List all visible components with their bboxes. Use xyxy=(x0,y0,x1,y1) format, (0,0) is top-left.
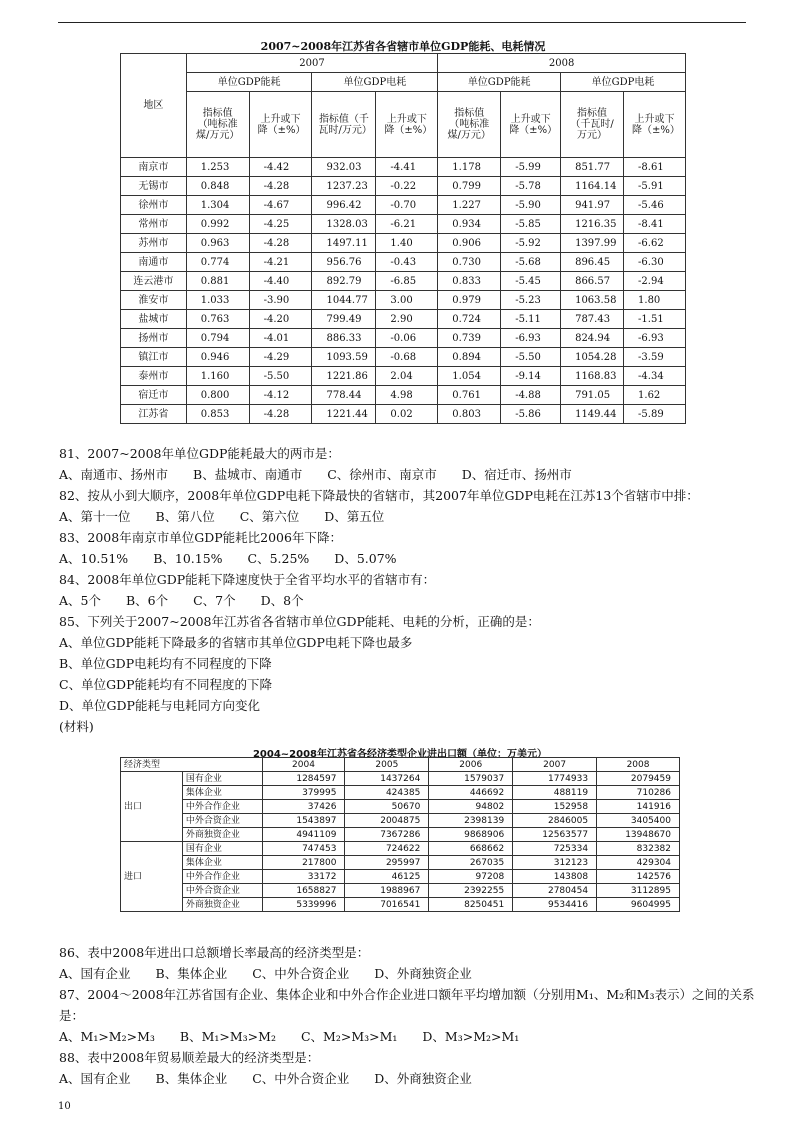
table-row xyxy=(121,158,686,177)
table-row xyxy=(121,800,680,814)
questions-81-85 xyxy=(59,443,749,737)
question-line: A、M₁>M₂>M₃ B、M₁>M₃>M₂ C、M₂>M₃>M₁ D、M₃>M₂>M₁ xyxy=(59,1029,520,1044)
value-cell: -5.90 xyxy=(501,196,561,215)
question-line: 81、2007~2008年单位GDP能耗最大的两市是： xyxy=(59,446,340,461)
table-row xyxy=(121,310,686,329)
value-cell: 2398139 xyxy=(429,814,513,828)
type-cell: 集体企业 xyxy=(182,856,262,870)
region-cell: 连云港市 xyxy=(121,272,187,291)
value-cell: 0.774 xyxy=(186,253,249,272)
value-cell: -4.12 xyxy=(249,386,312,405)
value-cell: -4.88 xyxy=(501,386,561,405)
type-cell: 集体企业 xyxy=(182,786,262,800)
power-group-2008: 单位GDP电耗 xyxy=(561,73,686,92)
question-line: A、5个 B、6个 C、7个 D、8个 xyxy=(59,593,304,608)
value-cell: -5.92 xyxy=(501,234,561,253)
value-cell: -4.20 xyxy=(249,310,312,329)
value-cell: 9604995 xyxy=(597,898,680,912)
table-row xyxy=(121,348,686,367)
table2-title: 2004~2008年江苏省各经济类型企业进出口额（单位：万美元） xyxy=(252,749,548,760)
value-cell: 824.94 xyxy=(561,329,624,348)
table-row xyxy=(121,842,680,856)
value-cell: 2780454 xyxy=(513,884,597,898)
value-cell: -5.86 xyxy=(501,405,561,424)
year-header: 2004 xyxy=(262,758,345,772)
value-cell: 7367286 xyxy=(345,828,429,842)
region-cell: 苏州市 xyxy=(121,234,187,253)
value-cell: 0.730 xyxy=(438,253,501,272)
table-row xyxy=(121,215,686,234)
value-cell: -4.40 xyxy=(249,272,312,291)
region-cell: 泰州市 xyxy=(121,367,187,386)
value-cell: 1437264 xyxy=(345,772,429,786)
value-cell: -9.14 xyxy=(501,367,561,386)
value-cell: 0.992 xyxy=(186,215,249,234)
value-cell: -8.61 xyxy=(624,158,686,177)
region-cell: 扬州市 xyxy=(121,329,187,348)
value-cell: -6.21 xyxy=(376,215,438,234)
year-2007-header: 2007 xyxy=(186,54,438,73)
year-header: 2007 xyxy=(513,758,597,772)
question-line: A、第十一位 B、第八位 C、第六位 D、第五位 xyxy=(59,509,385,524)
question-line: A、南通市、扬州市 B、盐城市、南通市 C、徐州市、南京市 D、宿迁市、扬州市 xyxy=(59,467,572,482)
value-cell: 1.253 xyxy=(186,158,249,177)
value-cell: -4.67 xyxy=(249,196,312,215)
trade-table xyxy=(120,757,680,912)
region-cell: 江苏省 xyxy=(121,405,187,424)
value-cell: -3.59 xyxy=(624,348,686,367)
value-cell: -5.50 xyxy=(501,348,561,367)
table-row xyxy=(121,291,686,310)
question-line: A、国有企业 B、集体企业 C、中外合资企业 D、外商独资企业 xyxy=(59,966,472,981)
question-line: 83、2008年南京市单位GDP能耗比2006年下降： xyxy=(59,530,342,545)
value-cell: -0.22 xyxy=(376,177,438,196)
value-cell: 1.304 xyxy=(186,196,249,215)
value-cell: 0.761 xyxy=(438,386,501,405)
value-cell: 725334 xyxy=(513,842,597,856)
question-line: 88、表中2008年贸易顺差最大的经济类型是： xyxy=(59,1050,320,1065)
value-cell: 3405400 xyxy=(597,814,680,828)
value-cell: 1.227 xyxy=(438,196,501,215)
top-rule xyxy=(58,22,746,23)
table-row xyxy=(121,884,680,898)
question-line: C、单位GDP能耗均有不同程度的下降 xyxy=(59,677,272,692)
value-cell: -6.93 xyxy=(501,329,561,348)
value-cell: 0.724 xyxy=(438,310,501,329)
value-cell: -5.23 xyxy=(501,291,561,310)
value-cell: 0.833 xyxy=(438,272,501,291)
value-cell: 1.054 xyxy=(438,367,501,386)
value-cell: 3.00 xyxy=(376,291,438,310)
value-cell: 1.62 xyxy=(624,386,686,405)
year-header: 2005 xyxy=(345,758,429,772)
value-cell: 0.803 xyxy=(438,405,501,424)
import-label: 进口 xyxy=(121,842,183,912)
value-cell: 724622 xyxy=(345,842,429,856)
value-cell: 9868906 xyxy=(429,828,513,842)
energy-group-2007: 单位GDP能耗 xyxy=(186,73,312,92)
value-cell: 37426 xyxy=(262,800,345,814)
energy-table xyxy=(120,53,686,424)
table-row xyxy=(121,828,680,842)
table-row xyxy=(121,272,686,291)
value-cell: 488119 xyxy=(513,786,597,800)
value-cell: -4.41 xyxy=(376,158,438,177)
type-cell: 外商独资企业 xyxy=(182,828,262,842)
table-row xyxy=(121,814,680,828)
type-cell: 国有企业 xyxy=(182,842,262,856)
value-cell: -4.42 xyxy=(249,158,312,177)
value-cell: 8250451 xyxy=(429,898,513,912)
value-cell: 1397.99 xyxy=(561,234,624,253)
value-cell: -4.34 xyxy=(624,367,686,386)
question-line: 82、按从小到大顺序，2008年单位GDP电耗下降最快的省辖市，其2007年单位GDP电耗在江苏13个省辖市中排： xyxy=(59,488,699,503)
value-cell: 1221.86 xyxy=(312,367,376,386)
region-cell: 盐城市 xyxy=(121,310,187,329)
value-cell: 1149.44 xyxy=(561,405,624,424)
value-cell: 832382 xyxy=(597,842,680,856)
value-cell: 295997 xyxy=(345,856,429,870)
table-row xyxy=(121,234,686,253)
value-cell: 267035 xyxy=(429,856,513,870)
value-cell: 851.77 xyxy=(561,158,624,177)
value-cell: 0.894 xyxy=(438,348,501,367)
type-cell: 中外合作企业 xyxy=(182,800,262,814)
value-cell: -1.51 xyxy=(624,310,686,329)
value-cell: 866.57 xyxy=(561,272,624,291)
value-cell: 1.033 xyxy=(186,291,249,310)
region-cell: 宿迁市 xyxy=(121,386,187,405)
value-cell: 1497.11 xyxy=(312,234,376,253)
type-cell: 中外合资企业 xyxy=(182,814,262,828)
sub-change: 上升或下降（±%） xyxy=(501,92,561,158)
region-cell: 南通市 xyxy=(121,253,187,272)
questions-86-88 xyxy=(59,942,759,1089)
value-cell: -4.25 xyxy=(249,215,312,234)
value-cell: 2.90 xyxy=(376,310,438,329)
value-cell: 1164.14 xyxy=(561,177,624,196)
value-cell: 152958 xyxy=(513,800,597,814)
value-cell: 379995 xyxy=(262,786,345,800)
value-cell: 799.49 xyxy=(312,310,376,329)
type-cell: 外商独资企业 xyxy=(182,898,262,912)
power-group-2007: 单位GDP电耗 xyxy=(312,73,438,92)
value-cell: 4.98 xyxy=(376,386,438,405)
value-cell: 787.43 xyxy=(561,310,624,329)
value-cell: -5.11 xyxy=(501,310,561,329)
value-cell: 50670 xyxy=(345,800,429,814)
value-cell: 941.97 xyxy=(561,196,624,215)
energy-group-2008: 单位GDP能耗 xyxy=(438,73,561,92)
value-cell: 0.946 xyxy=(186,348,249,367)
value-cell: 1237.23 xyxy=(312,177,376,196)
question-line: A、国有企业 B、集体企业 C、中外合资企业 D、外商独资企业 xyxy=(59,1071,472,1086)
value-cell: 0.848 xyxy=(186,177,249,196)
sub-change: 上升或下降（±%） xyxy=(249,92,312,158)
value-cell: -6.93 xyxy=(624,329,686,348)
question-line: A、单位GDP能耗下降最多的省辖市其单位GDP电耗下降也最多 xyxy=(59,635,413,650)
value-cell: 0.794 xyxy=(186,329,249,348)
value-cell: 7016541 xyxy=(345,898,429,912)
value-cell: 0.934 xyxy=(438,215,501,234)
value-cell: 0.739 xyxy=(438,329,501,348)
value-cell: -0.43 xyxy=(376,253,438,272)
table-row xyxy=(121,870,680,884)
value-cell: -0.06 xyxy=(376,329,438,348)
value-cell: 1044.77 xyxy=(312,291,376,310)
value-cell: -5.78 xyxy=(501,177,561,196)
value-cell: -4.28 xyxy=(249,177,312,196)
year-header: 2006 xyxy=(429,758,513,772)
region-cell: 南京市 xyxy=(121,158,187,177)
type-cell: 国有企业 xyxy=(182,772,262,786)
value-cell: 778.44 xyxy=(312,386,376,405)
value-cell: 1168.83 xyxy=(561,367,624,386)
table-row xyxy=(121,367,686,386)
table-row xyxy=(121,196,686,215)
value-cell: 142576 xyxy=(597,870,680,884)
type-header: 经济类型 xyxy=(121,758,263,772)
question-line: A、10.51% B、10.15% C、5.25% D、5.07% xyxy=(59,551,397,566)
value-cell: 2846005 xyxy=(513,814,597,828)
value-cell: -2.94 xyxy=(624,272,686,291)
value-cell: 1.40 xyxy=(376,234,438,253)
value-cell: -0.68 xyxy=(376,348,438,367)
value-cell: 2004875 xyxy=(345,814,429,828)
value-cell: -5.46 xyxy=(624,196,686,215)
value-cell: -0.70 xyxy=(376,196,438,215)
sub-change: 上升或下降（±%） xyxy=(376,92,438,158)
value-cell: 1054.28 xyxy=(561,348,624,367)
value-cell: 1284597 xyxy=(262,772,345,786)
value-cell: 13948670 xyxy=(597,828,680,842)
value-cell: 94802 xyxy=(429,800,513,814)
value-cell: 9534416 xyxy=(513,898,597,912)
value-cell: 1.178 xyxy=(438,158,501,177)
value-cell: 0.906 xyxy=(438,234,501,253)
sub-energy-2008: 指标值（吨标准煤/万元） xyxy=(438,92,501,158)
sub-change: 上升或下降（±%） xyxy=(624,92,686,158)
value-cell: 0.963 xyxy=(186,234,249,253)
year-header: 2008 xyxy=(597,758,680,772)
value-cell: 429304 xyxy=(597,856,680,870)
trade-table-body xyxy=(121,772,680,912)
value-cell: -4.21 xyxy=(249,253,312,272)
value-cell: 1543897 xyxy=(262,814,345,828)
value-cell: 1579037 xyxy=(429,772,513,786)
value-cell: 46125 xyxy=(345,870,429,884)
value-cell: 4941109 xyxy=(262,828,345,842)
value-cell: -4.28 xyxy=(249,234,312,253)
value-cell: -4.28 xyxy=(249,405,312,424)
value-cell: 1063.58 xyxy=(561,291,624,310)
question-line: D、单位GDP能耗与电耗同方向变化 xyxy=(59,698,260,713)
question-line: 84、2008年单位GDP能耗下降速度快于全省平均水平的省辖市有： xyxy=(59,572,436,587)
value-cell: 141916 xyxy=(597,800,680,814)
energy-table-body xyxy=(121,158,686,424)
page-number: 10 xyxy=(58,1101,71,1112)
value-cell: 791.05 xyxy=(561,386,624,405)
value-cell: 424385 xyxy=(345,786,429,800)
value-cell: 12563577 xyxy=(513,828,597,842)
sub-power: 指标值（千瓦时/万元） xyxy=(312,92,376,158)
value-cell: -4.01 xyxy=(249,329,312,348)
value-cell: 2392255 xyxy=(429,884,513,898)
question-line: (材料) xyxy=(59,719,94,734)
value-cell: 892.79 xyxy=(312,272,376,291)
table-row xyxy=(121,386,686,405)
value-cell: 446692 xyxy=(429,786,513,800)
value-cell: 747453 xyxy=(262,842,345,856)
value-cell: 0.02 xyxy=(376,405,438,424)
table-row xyxy=(121,329,686,348)
value-cell: 143808 xyxy=(513,870,597,884)
value-cell: -5.85 xyxy=(501,215,561,234)
region-cell: 镇江市 xyxy=(121,348,187,367)
value-cell: -8.41 xyxy=(624,215,686,234)
question-line: B、单位GDP电耗均有不同程度的下降 xyxy=(59,656,272,671)
value-cell: 1658827 xyxy=(262,884,345,898)
value-cell: 2.04 xyxy=(376,367,438,386)
value-cell: 5339996 xyxy=(262,898,345,912)
value-cell: 896.45 xyxy=(561,253,624,272)
value-cell: -5.91 xyxy=(624,177,686,196)
region-cell: 无锡市 xyxy=(121,177,187,196)
table-row xyxy=(121,898,680,912)
value-cell: 932.03 xyxy=(312,158,376,177)
region-cell: 徐州市 xyxy=(121,196,187,215)
value-cell: 886.33 xyxy=(312,329,376,348)
value-cell: 1.80 xyxy=(624,291,686,310)
sub-energy-2007: 指标值（吨标准煤/万元） xyxy=(186,92,249,158)
region-cell: 常州市 xyxy=(121,215,187,234)
table-row xyxy=(121,405,686,424)
value-cell: -5.89 xyxy=(624,405,686,424)
value-cell: 312123 xyxy=(513,856,597,870)
region-cell: 淮安市 xyxy=(121,291,187,310)
table-row xyxy=(121,177,686,196)
value-cell: 0.881 xyxy=(186,272,249,291)
value-cell: -6.30 xyxy=(624,253,686,272)
region-header: 地区 xyxy=(121,54,187,158)
value-cell: -5.50 xyxy=(249,367,312,386)
value-cell: 217800 xyxy=(262,856,345,870)
value-cell: 1.160 xyxy=(186,367,249,386)
question-line: 87、2004～2008年江苏省国有企业、集体企业和中外合作企业进口额年平均增加额（分别用M₁、M₂和M₃表示）之间的关系是： xyxy=(59,987,755,1023)
sub-power: 指标值（千瓦时/万元） xyxy=(561,92,624,158)
table-row xyxy=(121,856,680,870)
export-label: 出口 xyxy=(121,772,183,842)
question-line: 85、下列关于2007~2008年江苏省各省辖市单位GDP能耗、电耗的分析，正确的是： xyxy=(59,614,540,629)
table-row xyxy=(121,253,686,272)
value-cell: 33172 xyxy=(262,870,345,884)
value-cell: -6.62 xyxy=(624,234,686,253)
value-cell: 0.800 xyxy=(186,386,249,405)
value-cell: 996.42 xyxy=(312,196,376,215)
value-cell: 1216.35 xyxy=(561,215,624,234)
value-cell: 710286 xyxy=(597,786,680,800)
value-cell: 956.76 xyxy=(312,253,376,272)
value-cell: 1328.03 xyxy=(312,215,376,234)
type-cell: 中外合资企业 xyxy=(182,884,262,898)
value-cell: -5.68 xyxy=(501,253,561,272)
value-cell: -5.99 xyxy=(501,158,561,177)
value-cell: 0.763 xyxy=(186,310,249,329)
value-cell: -6.85 xyxy=(376,272,438,291)
question-line: 86、表中2008年进出口总额增长率最高的经济类型是： xyxy=(59,945,370,960)
value-cell: 0.853 xyxy=(186,405,249,424)
value-cell: 0.799 xyxy=(438,177,501,196)
value-cell: 2079459 xyxy=(597,772,680,786)
value-cell: 668662 xyxy=(429,842,513,856)
value-cell: 1774933 xyxy=(513,772,597,786)
value-cell: -3.90 xyxy=(249,291,312,310)
value-cell: -5.45 xyxy=(501,272,561,291)
value-cell: -4.29 xyxy=(249,348,312,367)
type-cell: 中外合作企业 xyxy=(182,870,262,884)
table1-title: 2007~2008年江苏省各省辖市单位GDP能耗、电耗情况 xyxy=(260,40,546,53)
value-cell: 1988967 xyxy=(345,884,429,898)
value-cell: 3112895 xyxy=(597,884,680,898)
value-cell: 1093.59 xyxy=(312,348,376,367)
table-row xyxy=(121,786,680,800)
value-cell: 0.979 xyxy=(438,291,501,310)
value-cell: 1221.44 xyxy=(312,405,376,424)
year-2008-header: 2008 xyxy=(438,54,686,73)
table-row xyxy=(121,772,680,786)
value-cell: 97208 xyxy=(429,870,513,884)
